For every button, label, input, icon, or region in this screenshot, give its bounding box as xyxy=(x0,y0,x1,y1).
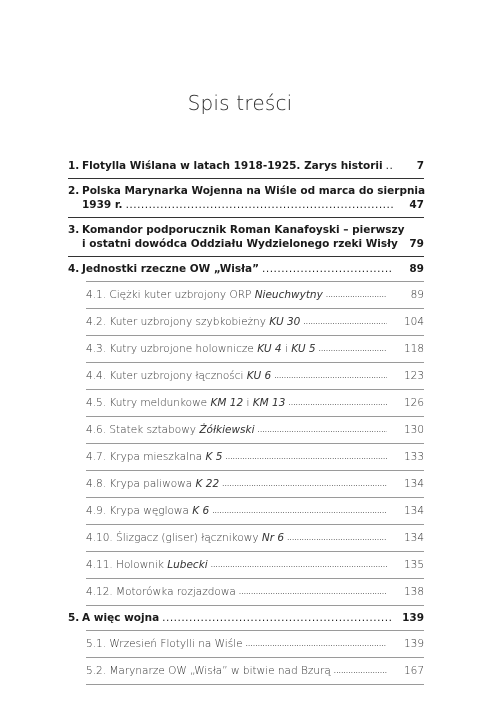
toc-subentry[interactable] xyxy=(86,525,424,551)
subentry-page: 167 xyxy=(403,665,424,677)
dot-leader xyxy=(246,640,387,648)
dot-leader xyxy=(288,399,387,407)
dot-leader xyxy=(303,318,387,326)
subentry-title: 4.2. Kuter uzbrojony szybkobieżny KU 30 xyxy=(86,316,301,328)
toc-subentry[interactable] xyxy=(86,658,424,684)
toc-subentry[interactable] xyxy=(86,552,424,578)
subentry-page: 134 xyxy=(403,478,424,490)
entry-page: 89 xyxy=(409,263,424,275)
entry-title-line1: Polska Marynarka Wojenna na Wiśle od marca do sierpnia xyxy=(82,185,426,197)
subentry-title: 4.10. Ślizgacz (gliser) łącznikowy Nr 6 xyxy=(86,532,285,544)
toc-subentry[interactable] xyxy=(86,444,424,470)
entry-title-line2: i ostatni dowódca Oddziału Wydzielonego rzeki Wisły xyxy=(82,238,398,250)
subentry-title: 5.2. Marynarze OW „Wisła” w bitwie nad Bzurą xyxy=(86,665,331,677)
subentry-page: 104 xyxy=(403,316,424,328)
entry-number: 2. xyxy=(68,185,80,197)
subentry-title: 4.6. Statek sztabowy Żółkiewski xyxy=(86,424,255,436)
subentry-page: 130 xyxy=(403,424,424,436)
subentry-page: 126 xyxy=(403,397,424,409)
subentry-page: 118 xyxy=(403,343,424,355)
page-title: Spis treści xyxy=(187,91,293,115)
toc-subentry[interactable] xyxy=(86,282,424,308)
dot-leader xyxy=(222,480,387,488)
subentry-title: 4.5. Kutry meldunkowe KM 12 i KM 13 xyxy=(86,397,286,409)
dot-leader xyxy=(386,159,393,173)
subentry-title: 4.11. Holownik Lubecki xyxy=(86,559,208,571)
entry-number: 4. xyxy=(68,263,80,275)
toc-entry-3[interactable] xyxy=(68,218,424,256)
dot-leader xyxy=(239,588,387,596)
subentry-title: 4.1. Ciężki kuter uzbrojony ORP Nieuchwytny xyxy=(86,289,323,301)
dot-leader xyxy=(258,426,387,434)
dot-leader xyxy=(319,345,387,353)
dot-leader xyxy=(225,453,387,461)
subentry-title: 4.7. Krypa mieszkalna K 5 xyxy=(86,451,223,463)
subentry-page: 135 xyxy=(403,559,424,571)
entry-title: Flotylla Wiślana w latach 1918-1925. Zarys historii xyxy=(82,160,383,172)
divider xyxy=(86,684,424,685)
subentry-title: 4.3. Kutry uzbrojone holownicze KU 4 i KU 5 xyxy=(86,343,316,355)
dot-leader xyxy=(212,507,387,515)
entry-title: Jednostki rzeczne OW „Wisła” xyxy=(82,263,260,275)
dot-leader xyxy=(326,291,387,299)
subentry-page: 134 xyxy=(403,505,424,517)
toc-entry-4[interactable] xyxy=(68,257,424,281)
entry-title-line1: Komandor podporucznik Roman Kanafoyski – pierwszy xyxy=(82,224,405,236)
subentry-page: 89 xyxy=(410,289,424,301)
entry-title: A więc wojna xyxy=(82,612,160,624)
dot-leader xyxy=(287,534,387,542)
entry-page: 79 xyxy=(409,238,424,250)
toc-entry-5[interactable] xyxy=(68,606,424,630)
dot-leader xyxy=(126,198,393,212)
toc-subentry[interactable] xyxy=(86,336,424,362)
subentry-title: 4.8. Krypa paliwowa K 22 xyxy=(86,478,220,490)
subsection-list-4 xyxy=(68,282,424,606)
subentry-title: 4.4. Kuter uzbrojony łączności KU 6 xyxy=(86,370,272,382)
subentry-title: 4.12. Motorówka rozjazdowa xyxy=(86,586,236,598)
subentry-page: 123 xyxy=(403,370,424,382)
entry-page: 47 xyxy=(409,199,424,211)
toc-entry-2[interactable] xyxy=(68,179,424,217)
toc-subentry[interactable] xyxy=(86,417,424,443)
entry-number: 5. xyxy=(68,612,80,624)
entry-page: 139 xyxy=(402,612,424,624)
toc-subentry[interactable] xyxy=(86,631,424,657)
dot-leader xyxy=(162,611,393,625)
dot-leader xyxy=(274,372,387,380)
toc-subentry[interactable] xyxy=(86,498,424,524)
toc-subentry[interactable] xyxy=(86,363,424,389)
entry-number: 1. xyxy=(68,160,80,172)
dot-leader xyxy=(334,667,387,675)
subentry-page: 139 xyxy=(403,638,424,650)
subentry-title: 4.9. Krypa węglowa K 6 xyxy=(86,505,210,517)
toc-entry-1[interactable] xyxy=(68,154,424,178)
toc-subentry[interactable] xyxy=(86,309,424,335)
subentry-page: 133 xyxy=(403,451,424,463)
subentry-page: 134 xyxy=(403,532,424,544)
subentry-title: 5.1. Wrzesień Flotylli na Wiśle xyxy=(86,638,243,650)
toc-subentry[interactable] xyxy=(86,579,424,605)
table-of-contents xyxy=(68,154,424,685)
toc-subentry[interactable] xyxy=(86,390,424,416)
subsection-list-5 xyxy=(68,631,424,685)
toc-subentry[interactable] xyxy=(86,471,424,497)
dot-leader xyxy=(262,262,393,276)
entry-page: 7 xyxy=(416,160,424,172)
entry-title-line2: 1939 r. xyxy=(82,199,123,211)
dot-leader xyxy=(211,561,387,569)
subentry-page: 138 xyxy=(403,586,424,598)
entry-number: 3. xyxy=(68,224,80,236)
